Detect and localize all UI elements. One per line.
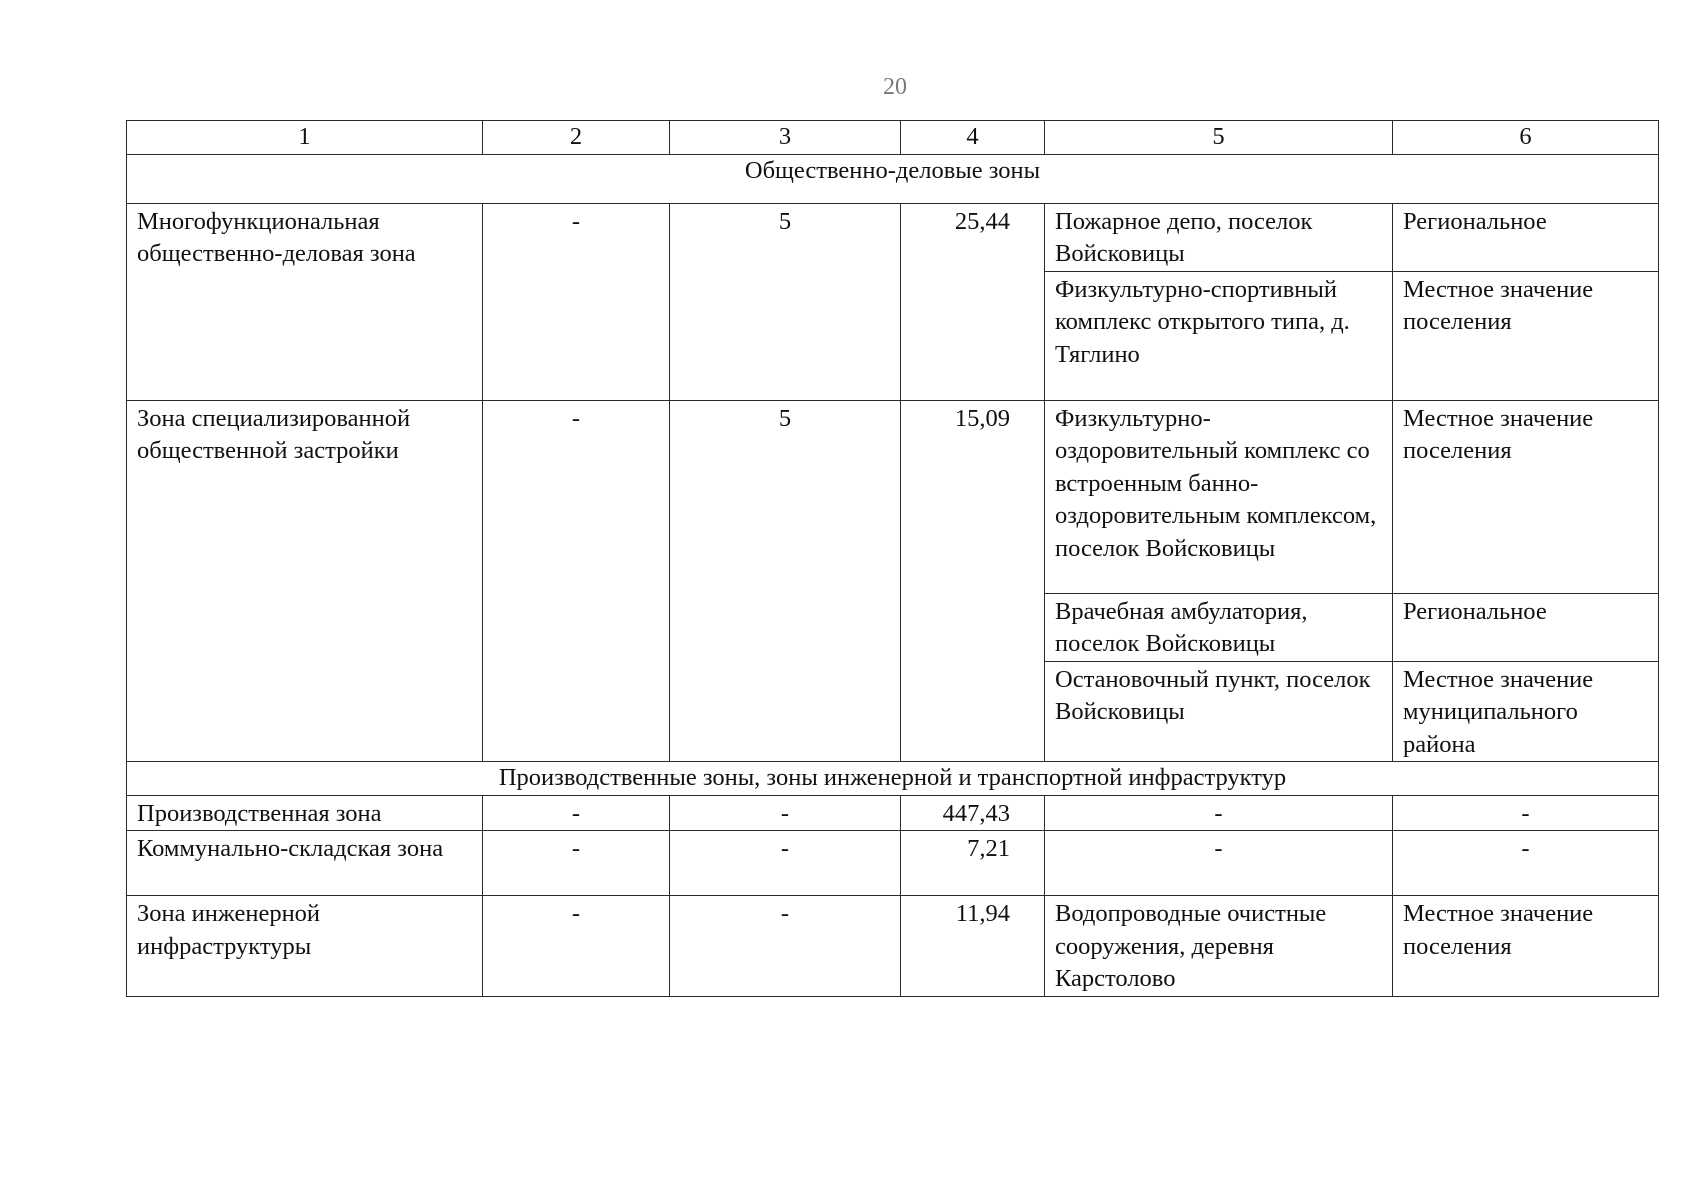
column-3-cell: - [670,896,901,997]
column-3-cell: 5 [670,400,901,762]
significance-cell: - [1393,795,1659,831]
significance-cell: Региональное [1393,203,1659,271]
object-name-cell: Физкультурно-спортивный комплекс открытого типа, д. Тяглино [1045,271,1393,400]
object-name-cell: Физкультурно-оздоровительный комплекс со встроенным банно-оздоровительным комплексом, поселок Войсковицы [1045,400,1393,593]
significance-cell: Местное значение поселения [1393,400,1659,593]
column-header-3: 3 [670,121,901,155]
section-title-public: Общественно-деловые зоны [127,154,1659,203]
object-name-cell: Водопроводные очистные сооружения, деревня Карстолово [1045,896,1393,997]
table-row [127,896,1659,997]
column-3-cell: - [670,795,901,831]
object-name-cell: - [1045,831,1393,896]
column-header-4: 4 [901,121,1045,155]
significance-cell: Местное значение поселения [1393,271,1659,400]
area-cell: 7,21 [901,831,1045,896]
section-title-industrial: Производственные зоны, зоны инженерной и транспортной инфраструктур [127,762,1659,796]
object-name-cell: - [1045,795,1393,831]
table-row [127,831,1659,896]
area-cell: 25,44 [901,203,1045,400]
column-2-cell: - [483,795,670,831]
section-row-public [127,154,1659,203]
column-3-cell: 5 [670,203,901,400]
object-name-cell: Остановочный пункт, поселок Войсковицы [1045,661,1393,762]
column-3-cell: - [670,831,901,896]
column-header-5: 5 [1045,121,1393,155]
table-row [127,795,1659,831]
column-header-2: 2 [483,121,670,155]
table-row [127,400,1659,593]
column-2-cell: - [483,400,670,762]
area-cell: 15,09 [901,400,1045,762]
area-cell: 447,43 [901,795,1045,831]
table-row [127,203,1659,271]
page-number: 20 [883,74,907,100]
table-header-row [127,121,1659,155]
column-2-cell: - [483,831,670,896]
column-header-1: 1 [127,121,483,155]
zone-name-cell: Производственная зона [127,795,483,831]
section-row-industrial [127,762,1659,796]
significance-cell: Местное значение муниципального района [1393,661,1659,762]
column-2-cell: - [483,203,670,400]
column-header-6: 6 [1393,121,1659,155]
object-name-cell: Врачебная амбулатория, поселок Войсковицы [1045,593,1393,661]
zones-table [126,120,1659,997]
significance-cell: Местное значение поселения [1393,896,1659,997]
zone-name-cell: Зона инженерной инфраструктуры [127,896,483,997]
significance-cell: - [1393,831,1659,896]
object-name-cell: Пожарное депо, поселок Войсковицы [1045,203,1393,271]
zone-name-cell: Многофункциональная общественно-деловая зона [127,203,483,400]
significance-cell: Региональное [1393,593,1659,661]
area-cell: 11,94 [901,896,1045,997]
column-2-cell: - [483,896,670,997]
zone-name-cell: Зона специализированной общественной застройки [127,400,483,762]
zone-name-cell: Коммунально-складская зона [127,831,483,896]
